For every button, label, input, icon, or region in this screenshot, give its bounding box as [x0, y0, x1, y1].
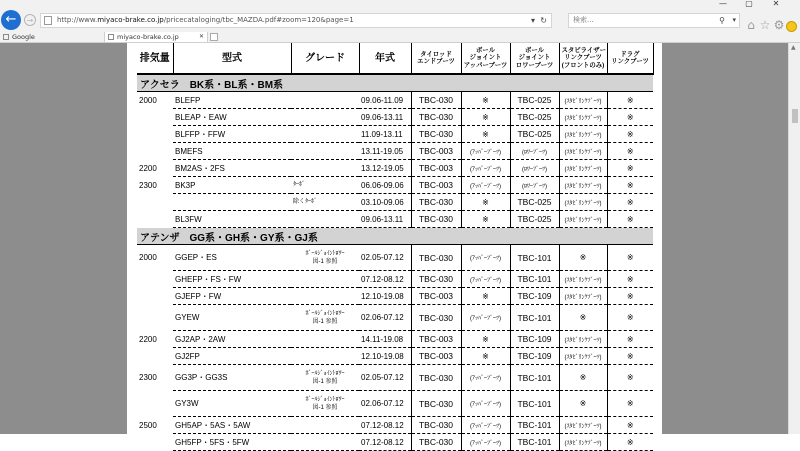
header-stab-line3: (フロントのみ): [561, 61, 605, 69]
parts-table: [137, 43, 654, 451]
minimize-button[interactable]: —: [719, 0, 727, 8]
cell-year: 02.05-07.12: [359, 245, 411, 271]
cell-tierod: TBC-030: [411, 365, 461, 391]
cell-upper-boot: (ｱｯﾊﾟｰﾌﾞｰﾂ): [461, 365, 510, 391]
cell-stabilizer: (ｽﾀﾋﾞﾘﾝｸﾌﾞｰﾂ): [559, 143, 607, 160]
pdf-viewer[interactable]: [0, 43, 800, 447]
cell-displacement: [137, 143, 173, 160]
cell-displacement: [137, 271, 173, 288]
section-title: アクセラ BK系・BL系・BM系: [137, 74, 653, 92]
cell-displacement: 2300: [139, 180, 157, 190]
cell-lower-boot: TBC-109: [510, 288, 559, 305]
cell-displacement: [137, 391, 173, 417]
table-row: [137, 434, 653, 451]
scroll-up-arrow-icon[interactable]: ▲: [791, 44, 796, 51]
cell-lower-boot: TBC-101: [510, 365, 559, 391]
cell-grade: [291, 348, 359, 365]
cell-upper-boot: ※: [461, 288, 510, 305]
header-drag-line2: リンクブーツ: [611, 58, 649, 65]
cell-lower-boot: TBC-025: [510, 92, 559, 109]
cell-model: GY3W: [173, 391, 291, 417]
cell-model: GGEP・ES: [173, 245, 291, 271]
cell-displacement: 2000: [139, 95, 157, 105]
cell-drag: ※: [607, 417, 653, 434]
cell-displacement: [137, 109, 173, 126]
cell-lower-boot: TBC-025: [510, 211, 559, 228]
page-favicon-icon: [108, 34, 114, 40]
cell-stabilizer: ※: [559, 305, 607, 331]
cell-lower-boot: (ﾛﾜｰﾌﾞｰﾂ): [510, 177, 559, 194]
table-row: [137, 211, 653, 228]
header-lower-line2: ジョイント: [518, 54, 551, 62]
scroll-thumb[interactable]: [792, 109, 798, 123]
cell-drag: ※: [607, 92, 653, 109]
cell-model: BLFFP・FFW: [173, 126, 291, 143]
cell-lower-boot: TBC-109: [510, 331, 559, 348]
cell-grade: [291, 126, 359, 143]
search-dropdown-icon[interactable]: ▾: [732, 16, 736, 24]
cell-grade: [291, 245, 359, 271]
cell-lower-boot: TBC-025: [510, 194, 559, 211]
cell-upper-boot: ※: [461, 194, 510, 211]
table-row: [137, 92, 653, 109]
cell-upper-boot: ※: [461, 109, 510, 126]
cell-grade: [291, 331, 359, 348]
cell-model: BLEFP: [173, 92, 291, 109]
cell-lower-boot: (ﾛﾜｰﾌﾞｰﾂ): [510, 160, 559, 177]
header-displacement: 排気量: [137, 43, 173, 74]
cell-displacement: [137, 211, 173, 228]
cell-tierod: TBC-003: [411, 331, 461, 348]
cell-year: 06.06-09.06: [359, 177, 411, 194]
cell-stabilizer: (ｽﾀﾋﾞﾘﾝｸﾌﾞｰﾂ): [559, 109, 607, 126]
url-text[interactable]: [57, 14, 354, 27]
cell-grade: [291, 288, 359, 305]
page-icon: [44, 16, 52, 25]
feedback-smiley-icon[interactable]: [786, 21, 797, 32]
cell-year: 13.12-19.05: [359, 160, 411, 177]
header-stab-line2: リンクブーツ: [564, 54, 602, 62]
header-upper-line3: アッパーブーツ: [463, 61, 508, 69]
header-model: 型式: [173, 43, 291, 74]
cell-model: BM2AS・2FS: [173, 160, 291, 177]
cell-upper-boot: (ｱｯﾊﾟｰﾌﾞｰﾂ): [461, 143, 510, 160]
cell-year: 13.11-19.05: [359, 143, 411, 160]
header-tierod-line2: エンドブーツ: [417, 58, 455, 65]
cell-drag: ※: [607, 177, 653, 194]
cell-tierod: TBC-030: [411, 194, 461, 211]
cell-model: [173, 194, 291, 211]
navigation-bar: [0, 8, 800, 32]
header-tierod-line1: タイロッド: [420, 50, 452, 58]
cell-tierod: TBC-003: [411, 160, 461, 177]
table-row: [137, 177, 653, 194]
header-upper-line2: ジョイント: [469, 54, 502, 62]
header-upper-line1: ボール: [475, 46, 496, 54]
grade-note-line2: 図-1 参照: [312, 258, 338, 265]
tab-bar: [0, 32, 800, 43]
cell-upper-boot: (ｱｯﾊﾟｰﾌﾞｰﾂ): [461, 271, 510, 288]
cell-lower-boot: TBC-109: [510, 348, 559, 365]
cell-grade: ﾀｰﾎﾞ: [291, 177, 359, 194]
cell-stabilizer: (ｽﾀﾋﾞﾘﾝｸﾌﾞｰﾂ): [559, 348, 607, 365]
cell-tierod: TBC-003: [411, 143, 461, 160]
cell-upper-boot: ※: [461, 348, 510, 365]
cell-grade: [291, 92, 359, 109]
cell-grade: 除くﾀｰﾎﾞ: [291, 194, 359, 211]
cell-year: 07.12-08.12: [359, 417, 411, 434]
table-row: [137, 348, 653, 365]
cell-model: BL3FW: [173, 211, 291, 228]
cell-tierod: TBC-030: [411, 92, 461, 109]
cell-lower-boot: TBC-101: [510, 417, 559, 434]
cell-model: GJEFP・FW: [173, 288, 291, 305]
cell-stabilizer: ※: [559, 391, 607, 417]
cell-drag: ※: [607, 194, 653, 211]
header-tierod: [411, 43, 461, 74]
cell-tierod: TBC-030: [411, 271, 461, 288]
cell-lower-boot: (ﾛﾜｰﾌﾞｰﾂ): [510, 143, 559, 160]
grade-note-line2: 図-1 参照: [312, 318, 338, 325]
cell-stabilizer: ※: [559, 245, 607, 271]
cell-grade: [291, 160, 359, 177]
cell-displacement: [137, 288, 173, 305]
header-drag-line1: ドラグ: [620, 50, 640, 58]
cell-upper-boot: ※: [461, 92, 510, 109]
cell-year: 03.10-09.06: [359, 194, 411, 211]
header-lower-line1: ボール: [524, 46, 545, 54]
cell-stabilizer: ※: [559, 365, 607, 391]
cell-year: 12.10-19.08: [359, 348, 411, 365]
table-header-row: [137, 43, 653, 74]
refresh-icon[interactable]: ↻: [540, 16, 547, 25]
cell-displacement: [137, 305, 173, 331]
header-drag: [607, 43, 653, 74]
cell-lower-boot: TBC-025: [510, 126, 559, 143]
grade-note-line2: 図-1 参照: [312, 378, 338, 385]
cell-drag: ※: [607, 143, 653, 160]
tab-label: miyaco-brake.co.jp: [117, 33, 179, 41]
tab-miyaco[interactable]: [104, 32, 208, 42]
table-row: [137, 365, 653, 391]
cell-tierod: TBC-003: [411, 348, 461, 365]
address-bar[interactable]: [40, 13, 552, 28]
cell-stabilizer: (ｽﾀﾋﾞﾘﾝｸﾌﾞｰﾂ): [559, 271, 607, 288]
cell-year: 14.11-19.08: [359, 331, 411, 348]
cell-drag: ※: [607, 126, 653, 143]
cell-lower-boot: TBC-025: [510, 109, 559, 126]
cell-drag: ※: [607, 305, 653, 331]
header-lower: [510, 43, 559, 74]
cell-upper-boot: (ｱｯﾊﾟｰﾌﾞｰﾂ): [461, 305, 510, 331]
cell-year: 07.12-08.12: [359, 271, 411, 288]
cell-grade: [291, 391, 359, 417]
cell-drag: ※: [607, 160, 653, 177]
cell-grade: [291, 143, 359, 160]
cell-model: BLEAP・EAW: [173, 109, 291, 126]
grade-note-line1: ﾎﾞｰﾙｼﾞｮｲﾝﾄﾛﾜｰ: [305, 396, 345, 403]
cell-drag: ※: [607, 434, 653, 451]
maximize-button[interactable]: ▢: [745, 0, 753, 8]
cell-drag: ※: [607, 211, 653, 228]
cell-stabilizer: (ｽﾀﾋﾞﾘﾝｸﾌﾞｰﾂ): [559, 288, 607, 305]
section-header-axela: [137, 74, 653, 92]
title-bar: [0, 0, 800, 8]
tab-close-icon[interactable]: ✕: [198, 33, 204, 40]
tab-label: Google: [12, 33, 35, 41]
header-grade: グレード: [291, 43, 359, 74]
cell-drag: ※: [607, 348, 653, 365]
section-header-atenza: [137, 228, 653, 245]
cell-displacement: 2200: [139, 334, 157, 344]
cell-lower-boot: TBC-101: [510, 391, 559, 417]
cell-model: GYEW: [173, 305, 291, 331]
cell-tierod: TBC-030: [411, 417, 461, 434]
cell-model: GJ2AP・2AW: [173, 331, 291, 348]
search-icon[interactable]: ⚲: [719, 16, 725, 25]
header-stabilizer: [559, 43, 607, 74]
cell-tierod: TBC-030: [411, 211, 461, 228]
table-row: [137, 288, 653, 305]
cell-lower-boot: TBC-101: [510, 305, 559, 331]
cell-tierod: TBC-030: [411, 434, 461, 451]
url-prefix: http://www.: [57, 16, 98, 24]
cell-upper-boot: ※: [461, 211, 510, 228]
cell-year: 07.12-08.12: [359, 434, 411, 451]
cell-stabilizer: (ｽﾀﾋﾞﾘﾝｸﾌﾞｰﾂ): [559, 331, 607, 348]
header-upper: [461, 43, 510, 74]
cell-displacement: 2300: [139, 373, 157, 382]
cell-drag: ※: [607, 245, 653, 271]
favorites-star-icon[interactable]: ☆: [759, 18, 771, 32]
cell-year: 09.06-13.11: [359, 109, 411, 126]
cell-upper-boot: (ｱｯﾊﾟｰﾌﾞｰﾂ): [461, 417, 510, 434]
cell-displacement: [137, 348, 173, 365]
pdf-page: [127, 43, 662, 447]
cell-tierod: TBC-030: [411, 126, 461, 143]
cell-model: GJ2FP: [173, 348, 291, 365]
cell-upper-boot: (ｱｯﾊﾟｰﾌﾞｰﾂ): [461, 434, 510, 451]
cell-upper-boot: (ｱｯﾊﾟｰﾌﾞｰﾂ): [461, 245, 510, 271]
cell-tierod: TBC-003: [411, 288, 461, 305]
table-body: [137, 74, 653, 451]
table-row: [137, 109, 653, 126]
table-row: [137, 271, 653, 288]
cell-displacement: 2200: [139, 163, 157, 173]
header-year: 年式: [359, 43, 411, 74]
cell-model: GG3P・GG3S: [173, 365, 291, 391]
cell-stabilizer: (ｽﾀﾋﾞﾘﾝｸﾌﾞｰﾂ): [559, 194, 607, 211]
arrow-left-icon: ←: [5, 12, 17, 27]
home-icon[interactable]: ⌂: [747, 18, 755, 32]
cell-stabilizer: (ｽﾀﾋﾞﾘﾝｸﾌﾞｰﾂ): [559, 177, 607, 194]
cell-displacement: 2500: [139, 420, 157, 430]
vertical-scrollbar[interactable]: [788, 43, 800, 434]
cell-year: 09.06-13.11: [359, 211, 411, 228]
cell-model: GH5FP・5FS・5FW: [173, 434, 291, 451]
cell-grade: [291, 109, 359, 126]
cell-model: GHEFP・FS・FW: [173, 271, 291, 288]
cell-upper-boot: (ｱｯﾊﾟｰﾌﾞｰﾂ): [461, 160, 510, 177]
cell-year: 02.06-07.12: [359, 305, 411, 331]
grade-note-line1: ﾎﾞｰﾙｼﾞｮｲﾝﾄﾛﾜｰ: [305, 370, 345, 377]
cell-drag: ※: [607, 109, 653, 126]
back-button[interactable]: [1, 10, 21, 30]
cell-tierod: TBC-030: [411, 391, 461, 417]
grade-note-line1: ﾎﾞｰﾙｼﾞｮｲﾝﾄﾛﾜｰ: [305, 310, 345, 317]
table-row: [137, 245, 653, 271]
table-row: [137, 194, 653, 211]
cell-grade: [291, 417, 359, 434]
table-row: [137, 417, 653, 434]
grade-note-line1: ﾎﾞｰﾙｼﾞｮｲﾝﾄﾛﾜｰ: [305, 250, 345, 257]
arrow-right-icon: →: [26, 16, 34, 25]
cell-upper-boot: ※: [461, 331, 510, 348]
google-favicon-icon: [3, 34, 9, 40]
close-window-button[interactable]: ✕: [772, 0, 780, 8]
cell-upper-boot: ※: [461, 126, 510, 143]
url-path: /pricecataloging/tbc_MAZDA.pdf#zoom=120&page=1: [163, 16, 354, 24]
cell-year: 12.10-19.08: [359, 288, 411, 305]
cell-tierod: TBC-003: [411, 177, 461, 194]
cell-displacement: [137, 434, 173, 451]
cell-tierod: TBC-030: [411, 245, 461, 271]
grade-note-line2: 図-1 参照: [312, 404, 338, 411]
table-row: [137, 391, 653, 417]
cell-lower-boot: TBC-101: [510, 434, 559, 451]
cell-model: GH5AP・5AS・5AW: [173, 417, 291, 434]
cell-tierod: TBC-030: [411, 109, 461, 126]
table-row: [137, 305, 653, 331]
section-title: アテンザ GG系・GH系・GY系・GJ系: [137, 228, 653, 245]
settings-gear-icon[interactable]: ⚙: [773, 18, 785, 32]
table-row: [137, 143, 653, 160]
cell-drag: ※: [607, 391, 653, 417]
cell-displacement: [137, 194, 173, 211]
cell-displacement: [137, 126, 173, 143]
header-stab-line1: スタビライザー: [561, 46, 607, 54]
cell-lower-boot: TBC-101: [510, 245, 559, 271]
cell-stabilizer: (ｽﾀﾋﾞﾘﾝｸﾌﾞｰﾂ): [559, 417, 607, 434]
cell-year: 02.06-07.12: [359, 391, 411, 417]
cell-stabilizer: (ｽﾀﾋﾞﾘﾝｸﾌﾞｰﾂ): [559, 126, 607, 143]
forward-button[interactable]: [24, 14, 36, 26]
cell-drag: ※: [607, 271, 653, 288]
cell-stabilizer: (ｽﾀﾋﾞﾘﾝｸﾌﾞｰﾂ): [559, 160, 607, 177]
new-tab-button[interactable]: [210, 33, 218, 41]
search-box[interactable]: [568, 13, 740, 28]
cell-drag: ※: [607, 288, 653, 305]
cell-drag: ※: [607, 365, 653, 391]
cell-lower-boot: TBC-101: [510, 271, 559, 288]
cell-year: 02.05-07.12: [359, 365, 411, 391]
header-lower-line3: ロワーブーツ: [515, 61, 554, 69]
cell-stabilizer: (ｽﾀﾋﾞﾘﾝｸﾌﾞｰﾂ): [559, 211, 607, 228]
table-row: [137, 331, 653, 348]
cell-upper-boot: (ｱｯﾊﾟｰﾌﾞｰﾂ): [461, 177, 510, 194]
dropdown-icon[interactable]: ▾: [530, 16, 535, 25]
cell-upper-boot: (ｱｯﾊﾟｰﾌﾞｰﾂ): [461, 391, 510, 417]
tab-google[interactable]: [0, 32, 104, 42]
cell-year: 11.09-13.11: [359, 126, 411, 143]
cell-displacement: 2000: [139, 253, 157, 263]
cell-model: BK3P: [173, 177, 291, 194]
search-input[interactable]: 検索...: [573, 16, 594, 24]
cell-year: 09.06-11.09: [359, 92, 411, 109]
cell-grade: [291, 211, 359, 228]
cell-stabilizer: (ｽﾀﾋﾞﾘﾝｸﾌﾞｰﾂ): [559, 92, 607, 109]
cell-stabilizer: (ｽﾀﾋﾞﾘﾝｸﾌﾞｰﾂ): [559, 434, 607, 451]
table-row: [137, 160, 653, 177]
cell-grade: [291, 365, 359, 391]
cell-drag: ※: [607, 331, 653, 348]
cell-grade: [291, 434, 359, 451]
cell-tierod: TBC-030: [411, 305, 461, 331]
cell-grade: [291, 305, 359, 331]
cell-grade: [291, 271, 359, 288]
url-host: miyaco-brake.co.jp: [97, 16, 164, 24]
table-row: [137, 126, 653, 143]
cell-model: BMEFS: [173, 143, 291, 160]
